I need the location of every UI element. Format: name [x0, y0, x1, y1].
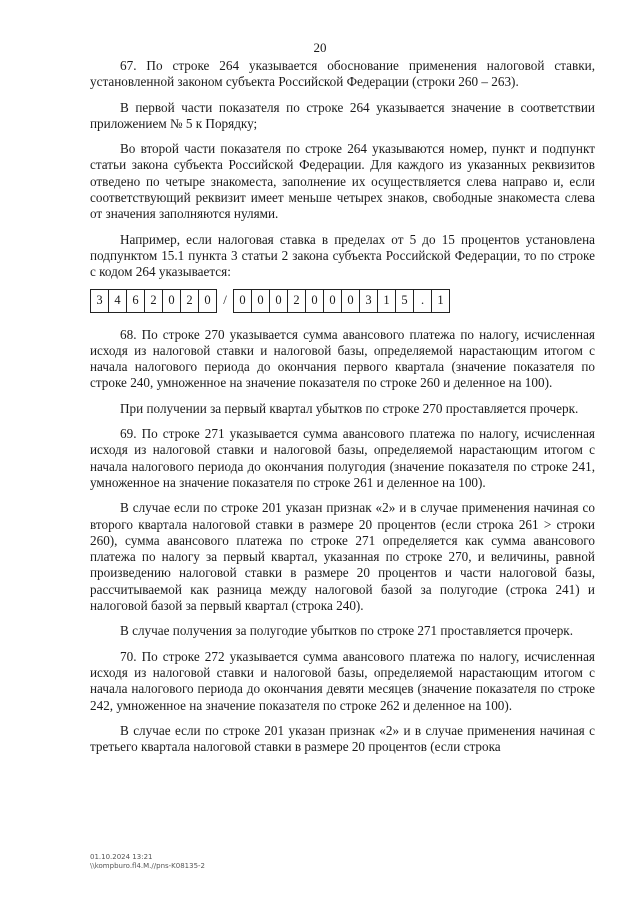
paragraph-69: 69. По строке 271 указывается сумма авансового платежа по налогу, исчисленная исходя из налоговой ставки и налоговой базы, определяемой нарастающим итогом с начала налогового периода до окончания полугодия (значение показателя по строке 241, умноженное на значение показателя по строке 261 и деленное на 100). [90, 426, 595, 490]
document-body [90, 58, 595, 764]
paragraph-271-rate-case: В случае если по строке 201 указан признак «2» и в случае применения начиная со второго квартала налоговой ставки в размере 20 процентов (если строка 261 > строки 260), сумма авансового платежа по строке 271 определяется как сумма авансового платежа по налогу за первый квартал, указанная по строке 270, и величины, равной произведению налоговой ставки в размере 20 процентов и части налоговой базы, рассчитываемой как разница между налоговой базой за полугодие (строка 241) и налоговой базой за первый квартал (строка 240). [90, 500, 595, 614]
paragraph-270-loss: При получении за первый квартал убытков по строке 270 проставляется прочерк. [120, 400, 579, 416]
code-cell: 0 [341, 289, 360, 313]
paragraph-264-part1: В первой части показателя по строке 264 указывается значение в соответствии приложением № 5 к Порядку; [90, 99, 595, 131]
code-cell: 0 [269, 289, 288, 313]
code-cell: . [413, 289, 432, 313]
paragraph-264-part2: Во второй части показателя по строке 264 указываются номер, пункт и подпункт статьи закона субъекта Российской Федерации. Для каждого из указанных реквизитов отведено по четыре знакоместа, заполнение их осуществляется слева направо и, если соответствующий реквизит имеет меньше четырех знаков, свободные знакоместа слева от значения заполняются нулями. [90, 141, 595, 222]
code-cell: 2 [180, 289, 199, 313]
code-cell: 1 [377, 289, 396, 313]
code-cell: 1 [431, 289, 450, 313]
code-cell: 3 [359, 289, 378, 313]
code-cell: 6 [126, 289, 145, 313]
footer-path: \\kompburo.fl4.M.//pns-K08135-2 [90, 862, 206, 870]
page-number: 20 [313, 40, 327, 55]
paragraph-67: 67. По строке 264 указывается обоснование применения налоговой ставки, установленной законом субъекта Российской Федерации (строки 260 – 263). [90, 58, 595, 90]
code-cell: 0 [162, 289, 181, 313]
code-cell: 0 [233, 289, 252, 313]
code-separator: / [223, 292, 227, 308]
code-second-part [233, 289, 450, 313]
code-cell: 4 [108, 289, 127, 313]
code-cell: 2 [287, 289, 306, 313]
code-cell: 0 [251, 289, 270, 313]
code-first-part [90, 289, 217, 313]
code-cell: 0 [198, 289, 217, 313]
footer-date: 01.10.2024 13:21 [90, 853, 153, 861]
paragraph-70: 70. По строке 272 указывается сумма авансового платежа по налогу, исчисленная исходя из налоговой ставки и налоговой базы, определяемой нарастающим итогом с начала налогового периода до окончания девяти месяцев (значение показателя по строке 242, умноженное на значение показателя по строке 262 и деленное на 100). [90, 648, 595, 713]
paragraph-271-loss: В случае получения за полугодие убытков по строке 271 проставляется прочерк. [120, 623, 574, 639]
code-264-example [90, 289, 595, 313]
paragraph-example: Например, если налоговая ставка в пределах от 5 до 15 процентов установлена подпунктом 15.1 пункта 3 статьи 2 закона субъекта Российской Федерации, то по строке с кодом 264 указывается: [90, 231, 595, 280]
code-cell: 0 [323, 289, 342, 313]
code-cell: 3 [90, 289, 109, 313]
footer-stamp [90, 853, 205, 871]
code-cell: 2 [144, 289, 163, 313]
code-cell: 0 [305, 289, 324, 313]
paragraph-68: 68. По строке 270 указывается сумма авансового платежа по налогу, исчисленная исходя из налоговой ставки и налоговой базы, определяемой нарастающим итогом с начала налогового периода до окончания первого квартала (значение показателя по строке 240, умноженное на значение показателя по строке 260 и деленное на 100). [90, 326, 595, 391]
paragraph-272-rate-case: В случае если по строке 201 указан признак «2» и в случае применения начиная с третьего квартала налоговой ставки в размере 20 процентов (если строка [90, 722, 595, 755]
code-cell: 5 [395, 289, 414, 313]
